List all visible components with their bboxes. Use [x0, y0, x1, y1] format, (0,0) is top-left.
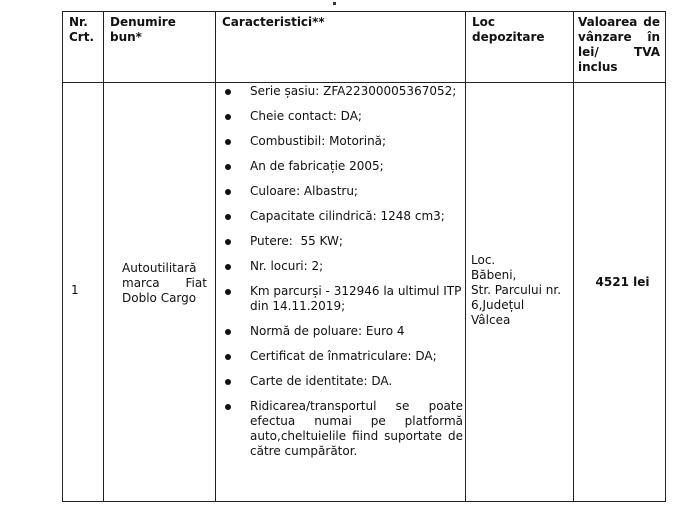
header-value: Valoarea de vânzare în lei/ TVA inclus — [574, 12, 666, 83]
cell-price: 4521 lei — [574, 83, 666, 502]
bullet-icon — [225, 114, 231, 120]
item-name-line: Autoutilitară — [122, 261, 197, 275]
header-location: Loc depozitare — [466, 12, 574, 83]
bullet-icon — [225, 89, 231, 95]
characteristics-list — [216, 83, 465, 459]
page-mark — [333, 2, 336, 5]
item-name-line: Doblo Cargo — [122, 291, 197, 305]
cell-nr: 1 — [63, 83, 104, 502]
table-row — [63, 83, 666, 502]
bullet-icon — [225, 239, 231, 245]
bullet-icon — [225, 329, 231, 335]
bullet-icon — [225, 139, 231, 145]
location-line: 6,Județul — [471, 298, 525, 312]
list-item: Culoare: Albastru; — [225, 184, 463, 199]
bullet-icon — [225, 164, 231, 170]
cell-location — [466, 83, 574, 502]
bullet-icon — [225, 189, 231, 195]
list-item: Putere: 55 KW; — [225, 234, 463, 249]
location-line: Loc. Băbeni, — [471, 253, 517, 282]
list-item: Ridicarea/transportul se poate efectua numai pe platformă auto,cheltuielile fiind suportate de către cumpărător. — [225, 399, 463, 459]
list-item: Certificat de înmatriculare: DA; — [225, 349, 463, 364]
item-name-line: marca Fiat — [122, 276, 207, 290]
list-item: Nr. locuri: 2; — [225, 259, 463, 274]
bullet-icon — [225, 354, 231, 360]
list-item: Serie șasiu: ZFA22300005367052; — [225, 84, 463, 99]
list-item: Normă de poluare: Euro 4 — [225, 324, 463, 339]
bullet-icon — [225, 379, 231, 385]
list-item: Cheie contact: DA; — [225, 109, 463, 124]
list-item: Km parcurși - 312946 la ultimul ITP din 14.11.2019; — [225, 284, 463, 314]
list-item: An de fabricație 2005; — [225, 159, 463, 174]
list-item: Combustibil: Motorină; — [225, 134, 463, 149]
cell-characteristics — [216, 83, 466, 502]
header-nr: Nr. Crt. — [63, 12, 104, 83]
cell-item-name — [104, 83, 216, 502]
list-item: Carte de identitate: DA. — [225, 374, 463, 389]
bullet-icon — [225, 289, 231, 295]
goods-table — [62, 11, 666, 502]
bullet-icon — [225, 214, 231, 220]
list-item: Capacitate cilindrică: 1248 cm3; — [225, 209, 463, 224]
bullet-icon — [225, 264, 231, 270]
location-line: Str. Parcului nr. — [471, 283, 562, 297]
bullet-icon — [225, 404, 231, 410]
table-header-row — [63, 12, 666, 83]
location-line: Vâlcea — [471, 313, 511, 327]
header-characteristics: Caracteristici** — [216, 12, 466, 83]
header-name: Denumire bun* — [104, 12, 216, 83]
